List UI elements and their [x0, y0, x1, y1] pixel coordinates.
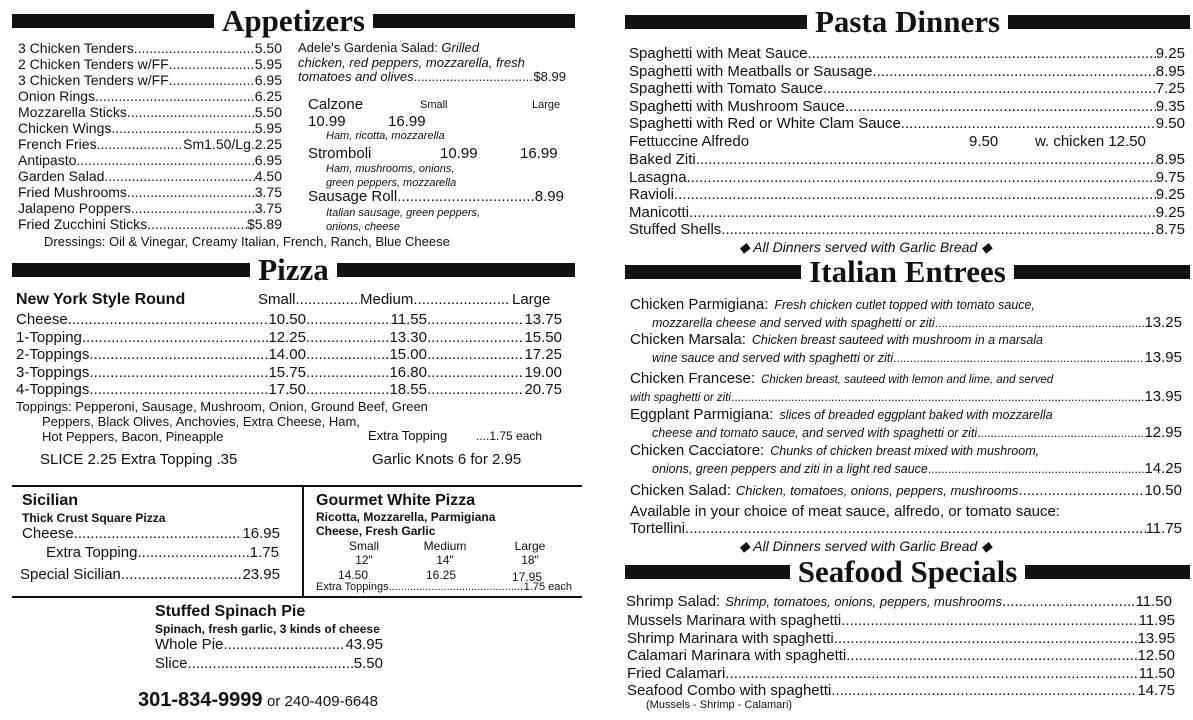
pizza-row-large — [427, 329, 562, 346]
appetizer-item-price: 3.75 — [254, 200, 282, 216]
pizza-price: 10.50 — [268, 311, 306, 328]
stromboli-name: Stromboli — [308, 145, 372, 162]
entree-desc: Chicken breast, sauteed with lemon and lime, and served — [761, 374, 1054, 386]
spinach-slice-label: Slice — [155, 655, 188, 672]
sicilian-cheese-label: Cheese — [22, 525, 74, 542]
header-bar — [625, 565, 790, 579]
gourmet-desc — [316, 510, 495, 538]
pasta-item-name: Baked Ziti — [629, 151, 696, 168]
sausage-roll-line — [308, 189, 564, 205]
calzone-large-price: 16.99 — [388, 113, 426, 130]
seafood-item-name: Seafood Combo with spaghetti — [627, 682, 832, 700]
entree-item — [630, 442, 1039, 459]
gourmet-desc-line: Ricotta, Mozzarella, Parmigiana — [316, 510, 496, 524]
pasta-item-price: 9.25 — [1155, 45, 1185, 62]
pizza-price: 15.50 — [524, 328, 562, 346]
seafood-item-price: 13.95 — [1137, 629, 1175, 647]
gardenia-name: Adele's Gardenia Salad: — [298, 40, 438, 55]
pasta-item — [629, 63, 1185, 80]
appetizer-item-price: 5.50 — [254, 104, 282, 120]
pasta-item — [629, 221, 1185, 238]
sicilian-extra-label: Extra Topping — [46, 544, 138, 561]
pizza-row-small — [16, 329, 306, 346]
chicken-salad-name: Chicken Salad: — [630, 482, 731, 499]
tortellini-line — [630, 520, 1182, 537]
pizza-row-small — [16, 346, 306, 363]
entrees-header — [625, 255, 1190, 289]
pasta-header — [625, 5, 1190, 39]
entree-name: Chicken Parmigiana: — [630, 296, 769, 313]
pizza-row-large — [427, 381, 562, 398]
stromboli-small-price: 10.99 — [440, 145, 478, 162]
toppings-line: Toppings: Pepperoni, Sausage, Mushroom, Onion, Ground Beef, Green — [16, 399, 428, 414]
pasta-item-name: Manicotti — [629, 203, 690, 221]
spinach-whole-line — [155, 637, 383, 653]
appetizers-title: Appetizers — [222, 3, 365, 38]
appetizer-item — [18, 104, 282, 120]
appetizer-item-price: 6.95 — [254, 72, 282, 88]
sausage-roll-desc — [326, 206, 480, 234]
header-bar — [337, 263, 575, 277]
seafood-item-price: 11.50 — [1138, 664, 1175, 682]
pizza-price: 15.00 — [389, 346, 427, 363]
pasta-item — [629, 204, 1185, 221]
pasta-item — [629, 98, 1185, 115]
pizza-row-small — [16, 381, 306, 398]
entree-price-line — [652, 460, 1182, 477]
seafood-item-name: Shrimp Marinara with spaghetti — [627, 629, 834, 647]
entree-desc: wine sauce and served with spaghetti or ziti — [652, 351, 894, 365]
stromboli-large-price: 16.99 — [520, 145, 558, 162]
entree-item — [630, 331, 1043, 348]
appetizer-item-name: Mozzarella Sticks — [18, 104, 127, 120]
entree-price: 13.95 — [1144, 388, 1182, 405]
gourmet-medium-label: Medium — [423, 539, 467, 553]
pasta-item-name: Spaghetti with Red or White Clam Sauce — [629, 115, 901, 133]
entree-desc: cheese and tomato sauce, and served with spaghetti or ziti — [652, 426, 978, 440]
appetizer-item-price: 4.50 — [254, 168, 282, 184]
gardenia-salad — [298, 40, 525, 70]
entree-desc: mozzarella cheese and served with spaghetti or ziti — [652, 316, 935, 330]
sicilian-special-label: Special Sicilian — [20, 566, 121, 583]
sausage-roll-desc-line: onions, cheese — [326, 221, 400, 233]
pasta-item-name: Spaghetti with Tomato Sauce — [629, 80, 824, 98]
sausage-roll-name: Sausage Roll — [308, 188, 398, 205]
gourmet-small-price: 14.50 — [338, 568, 369, 582]
entree-price: 14.25 — [1144, 460, 1182, 477]
appetizer-item-name: French Fries — [18, 136, 97, 152]
fettuccine-chicken-price: w. chicken 12.50 — [1035, 133, 1146, 150]
appetizers-header — [12, 4, 575, 38]
pasta-item-name: Ravioli — [629, 186, 675, 204]
tortellini-intro: Available in your choice of meat sauce, alfredo, or tomato sauce: — [630, 503, 1060, 520]
entree-name: Eggplant Parmigiana: — [630, 406, 774, 423]
appetizer-item — [18, 200, 282, 216]
pizza-row-medium — [306, 364, 427, 381]
seafood-item-price: 14.75 — [1137, 682, 1175, 700]
gourmet-extra-label: Extra Toppings — [316, 581, 389, 593]
appetizer-item — [18, 136, 282, 152]
ny-style-label: New York Style Round — [16, 291, 186, 308]
pasta-item-name: Spaghetti with Meatballs or Sausage — [629, 62, 873, 80]
phone-main[interactable]: 301-834-9999 — [138, 689, 263, 711]
seafood-header — [625, 555, 1190, 589]
calzone-small-label: Small — [420, 99, 448, 111]
appetizer-item-name: 3 Chicken Tenders w/FF — [18, 72, 169, 88]
appetizer-item — [18, 40, 282, 56]
appetizer-item-price: 5.95 — [254, 120, 282, 136]
seafood-item-name: Fried Calamari — [627, 664, 726, 682]
pizza-row-label: 3-Toppings — [16, 363, 90, 381]
sicilian-subtitle: Thick Crust Square Pizza — [22, 511, 166, 525]
entree-desc: Fresh chicken cutlet topped with tomato sauce, — [774, 298, 1035, 312]
entree-name: Chicken Cacciatore: — [630, 442, 765, 459]
pasta-note: ◆ All Dinners served with Garlic Bread ◆ — [739, 239, 992, 255]
pizza-row-medium — [306, 381, 427, 398]
toppings-line: Peppers, Black Olives, Anchovies, Extra Cheese, Ham, — [42, 414, 360, 429]
stromboli-desc — [326, 162, 456, 190]
header-bar — [12, 263, 250, 277]
sicilian-title: Sicilian — [22, 492, 79, 509]
pizza-row-large — [427, 346, 562, 363]
pizza-price: 14.00 — [268, 346, 306, 363]
appetizer-item-name: Jalapeno Poppers — [18, 200, 131, 216]
appetizer-item-price: 3.75 — [254, 184, 282, 200]
seafood-item — [627, 612, 1175, 629]
pizza-price: 18.55 — [389, 381, 427, 398]
extra-topping-label: Extra Topping — [368, 428, 448, 443]
gardenia-desc: tomatoes and olives — [298, 69, 414, 84]
pasta-item-price: 8.75 — [1155, 221, 1185, 239]
pasta-item-name: Lasagna — [629, 168, 687, 186]
pizza-price: 20.75 — [524, 381, 562, 398]
fettuccine-name: Fettuccine Alfredo — [629, 133, 750, 150]
sicilian-extra-price: 1.75 — [249, 544, 279, 561]
spinach-slice-line — [155, 656, 383, 672]
pasta-item-price: 9.25 — [1155, 203, 1185, 221]
sicilian-special-price: 23.95 — [242, 566, 280, 583]
pizza-price: 13.30 — [389, 328, 427, 346]
seafood-item — [627, 647, 1175, 664]
pasta-item — [629, 186, 1185, 203]
toppings-list — [16, 399, 428, 444]
chicken-salad-price: 10.50 — [1144, 482, 1182, 499]
pizza-row-small — [16, 311, 306, 328]
sicilian-cheese-price: 16.95 — [242, 525, 280, 542]
appetizer-item — [18, 56, 282, 72]
entree-price: 13.25 — [1144, 314, 1182, 331]
gourmet-extra-price: 1.75 each — [523, 581, 572, 593]
divider — [12, 596, 582, 598]
gourmet-extra-line — [316, 581, 572, 593]
pasta-title: Pasta Dinners — [814, 4, 1001, 39]
stromboli-desc-line: green peppers, mozzarella — [326, 177, 457, 189]
tortellini-name: Tortellini — [630, 520, 686, 537]
appetizer-item-name: Antipasto — [18, 152, 77, 168]
pizza-price: 17.25 — [524, 346, 562, 363]
extra-topping-price-value: 1.75 each — [489, 429, 543, 443]
seafood-item — [627, 682, 1175, 699]
spinach-title: Stuffed Spinach Pie — [155, 603, 306, 620]
seafood-item-name: Calamari Marinara with spaghetti — [627, 647, 847, 665]
pasta-item-price: 7.25 — [1155, 80, 1185, 98]
pizza-title: Pizza — [258, 252, 329, 287]
seafood-title: Seafood Specials — [797, 554, 1018, 589]
slice-price: SLICE 2.25 Extra Topping .35 — [40, 451, 238, 468]
pasta-item — [629, 169, 1185, 186]
appetizer-item-price: 6.25 — [254, 88, 282, 104]
pizza-row-medium — [306, 346, 427, 363]
pizza-row-label: Cheese — [16, 311, 68, 328]
pizza-row-medium — [306, 311, 427, 328]
spinach-desc: Spinach, fresh garlic, 3 kinds of cheese — [155, 622, 380, 636]
gourmet-medium — [416, 539, 474, 567]
appetizer-item — [18, 216, 282, 232]
pasta-item-price: 9.35 — [1155, 97, 1185, 115]
appetizer-item — [18, 72, 282, 88]
entree-desc: with spaghetti or ziti — [630, 392, 731, 404]
toppings-line: Hot Peppers, Bacon, Pineapple — [42, 429, 224, 444]
pasta-item — [629, 115, 1185, 132]
phone-alt[interactable]: or 240-409-6648 — [267, 693, 378, 710]
entree-price-line — [652, 314, 1182, 331]
gourmet-small — [338, 539, 390, 567]
sausage-roll-price: 8.99 — [534, 188, 564, 205]
size-header-small — [258, 292, 360, 308]
garlic-knots: Garlic Knots 6 for 2.95 — [372, 451, 522, 468]
entree-item — [630, 370, 1053, 387]
entree-desc: slices of breaded eggplant baked with mozzarella — [779, 408, 1053, 422]
appetizer-item — [18, 184, 282, 200]
appetizer-item-name: Garden Salad — [18, 168, 105, 184]
pizza-row-large — [427, 364, 562, 381]
gardenia-price-line — [298, 69, 566, 84]
pizza-row-label: 4-Toppings — [16, 381, 90, 398]
header-bar — [1014, 265, 1190, 279]
pizza-row-small — [16, 364, 306, 381]
gourmet-large-price: 17.95 — [512, 570, 543, 584]
gourmet-medium-price: 16.25 — [426, 568, 457, 582]
tortellini-price: 11.75 — [1145, 520, 1182, 537]
chicken-salad-line — [630, 482, 1182, 499]
pizza-price: 19.00 — [524, 363, 562, 381]
appetizer-item — [18, 88, 282, 104]
gourmet-large — [504, 539, 556, 567]
pasta-item-price: 9.25 — [1155, 186, 1185, 204]
pasta-item — [629, 80, 1185, 97]
seafood-item — [627, 630, 1175, 647]
appetizer-item-price: Sm1.50/Lg.2.25 — [183, 136, 282, 152]
dressings: Dressings: Oil & Vinegar, Creamy Italian, French, Ranch, Blue Cheese — [44, 234, 450, 249]
appetizer-item — [18, 152, 282, 168]
seafood-item-name: Mussels Marinara with spaghetti — [627, 612, 842, 629]
entree-name: Chicken Marsala: — [630, 331, 746, 348]
gourmet-large-label: Large — [514, 539, 546, 553]
gourmet-small-size: 12" — [355, 553, 373, 567]
calzone-desc: Ham, ricotta, mozzarella — [326, 130, 445, 142]
pizza-header — [12, 253, 575, 287]
size-large-label: Large — [512, 291, 551, 308]
spinach-whole-label: Whole Pie — [155, 636, 224, 653]
appetizer-item-name: Chicken Wings — [18, 120, 112, 136]
pizza-price: 11.55 — [390, 311, 427, 328]
pizza-price: 12.25 — [268, 328, 306, 346]
pizza-price: 17.50 — [268, 381, 306, 398]
pasta-item-name: Spaghetti with Mushroom Sauce — [629, 97, 845, 115]
entree-desc: onions, green peppers and ziti in a light red sauce — [652, 462, 928, 476]
sausage-roll-desc-line: Italian sausage, green peppers, — [326, 207, 481, 219]
pasta-item-price: 8.95 — [1155, 62, 1185, 80]
entree-price-line — [630, 388, 1182, 405]
size-small-label: Small — [258, 291, 296, 308]
gourmet-large-size: 18" — [521, 553, 539, 567]
seafood-item-price: 12.50 — [1137, 647, 1175, 665]
appetizer-item-price: 6.95 — [254, 152, 282, 168]
entree-price-line — [652, 424, 1182, 441]
size-medium-label: Medium — [360, 291, 414, 308]
entree-item — [630, 406, 1053, 423]
pasta-item-price: 8.95 — [1155, 151, 1185, 168]
pasta-item-name: Stuffed Shells — [629, 221, 722, 239]
entree-price: 12.95 — [1144, 424, 1182, 441]
chicken-salad-desc: Chicken, tomatoes, onions, peppers, mushrooms — [735, 483, 1019, 498]
gardenia-desc: chicken, red peppers, mozzarella, fresh — [298, 55, 525, 70]
fettuccine-price: 9.50 — [969, 133, 999, 150]
entree-desc: Chicken breast sauteed with mushroom in a marsala — [751, 333, 1043, 347]
appetizer-item-price: 5.95 — [254, 56, 282, 72]
header-bar — [12, 14, 214, 28]
entree-item — [630, 296, 1035, 313]
shrimp-salad-price: 11.50 — [1135, 593, 1172, 610]
sicilian-extra-line — [46, 545, 279, 561]
divider — [12, 485, 582, 487]
appetizer-item-price: 5.50 — [254, 40, 282, 56]
pasta-item-price: 9.75 — [1155, 168, 1185, 186]
pasta-item-price: 9.50 — [1155, 115, 1185, 133]
appetizer-item — [18, 168, 282, 184]
pasta-item-name: Spaghetti with Meat Sauce — [629, 45, 808, 62]
calzone-name: Calzone — [308, 96, 364, 113]
pizza-row-label: 2-Toppings — [16, 346, 90, 363]
extra-topping-price: ....1.75 each — [476, 429, 543, 443]
divider — [302, 487, 304, 597]
pizza-row-large — [427, 311, 562, 328]
seafood-item — [627, 665, 1175, 682]
shrimp-salad-line — [626, 593, 1172, 610]
header-bar — [625, 265, 801, 279]
stromboli-desc-line: Ham, mushrooms, onions, — [326, 163, 455, 175]
appetizer-item-name: 3 Chicken Tenders — [18, 40, 134, 56]
appetizer-item — [18, 120, 282, 136]
seafood-item-price: 11.95 — [1138, 612, 1175, 629]
appetizer-item-price: $5.89 — [246, 216, 282, 232]
sicilian-special-line — [20, 567, 280, 583]
appetizer-item-name: 2 Chicken Tenders w/FF — [18, 56, 169, 72]
gourmet-desc-line: Cheese, Fresh Garlic — [316, 524, 436, 538]
gardenia-desc: Grilled — [441, 40, 479, 55]
entrees-title: Italian Entrees — [809, 254, 1006, 289]
calzone-small-price: 10.99 — [308, 113, 346, 130]
pizza-row-medium — [306, 329, 427, 346]
pizza-price: 13.75 — [524, 311, 562, 328]
gourmet-small-label: Small — [348, 539, 379, 553]
pizza-price: 16.80 — [389, 363, 427, 381]
pizza-price: 15.75 — [268, 363, 306, 381]
header-bar — [1008, 15, 1190, 29]
sicilian-cheese-line — [22, 526, 280, 542]
header-bar — [625, 15, 807, 29]
entree-name: Chicken Francese: — [630, 370, 756, 387]
entree-price: 13.95 — [1144, 349, 1182, 366]
combo-note: (Mussels - Shrimp - Calamari) — [646, 699, 793, 711]
entree-price-line — [652, 349, 1182, 366]
gourmet-medium-size: 14" — [436, 553, 454, 567]
size-header-medium — [360, 292, 510, 308]
appetizer-item-name: Onion Rings — [18, 88, 96, 104]
gourmet-title: Gourmet White Pizza — [316, 492, 476, 509]
header-bar — [373, 14, 575, 28]
spinach-whole-price: 43.95 — [345, 636, 383, 653]
appetizer-item-name: Fried Mushrooms — [18, 184, 127, 200]
pizza-row-label: 1-Topping — [16, 328, 82, 346]
pasta-item — [629, 151, 1185, 168]
calzone-large-label: Large — [532, 99, 561, 111]
appetizer-item-name: Fried Zucchini Sticks — [18, 216, 148, 232]
spinach-slice-price: 5.50 — [353, 655, 383, 672]
entrees-note: ◆ All Dinners served with Garlic Bread ◆ — [739, 538, 992, 554]
gardenia-price: $8.99 — [533, 69, 566, 84]
shrimp-salad-name: Shrimp Salad: — [626, 593, 721, 610]
shrimp-salad-desc: Shrimp, tomatoes, onions, peppers, mushrooms — [725, 594, 1002, 609]
entree-desc: Chunks of chicken breast mixed with mushroom, — [770, 444, 1040, 458]
phone-numbers — [138, 689, 378, 712]
header-bar — [1025, 565, 1190, 579]
pasta-item — [629, 45, 1185, 62]
